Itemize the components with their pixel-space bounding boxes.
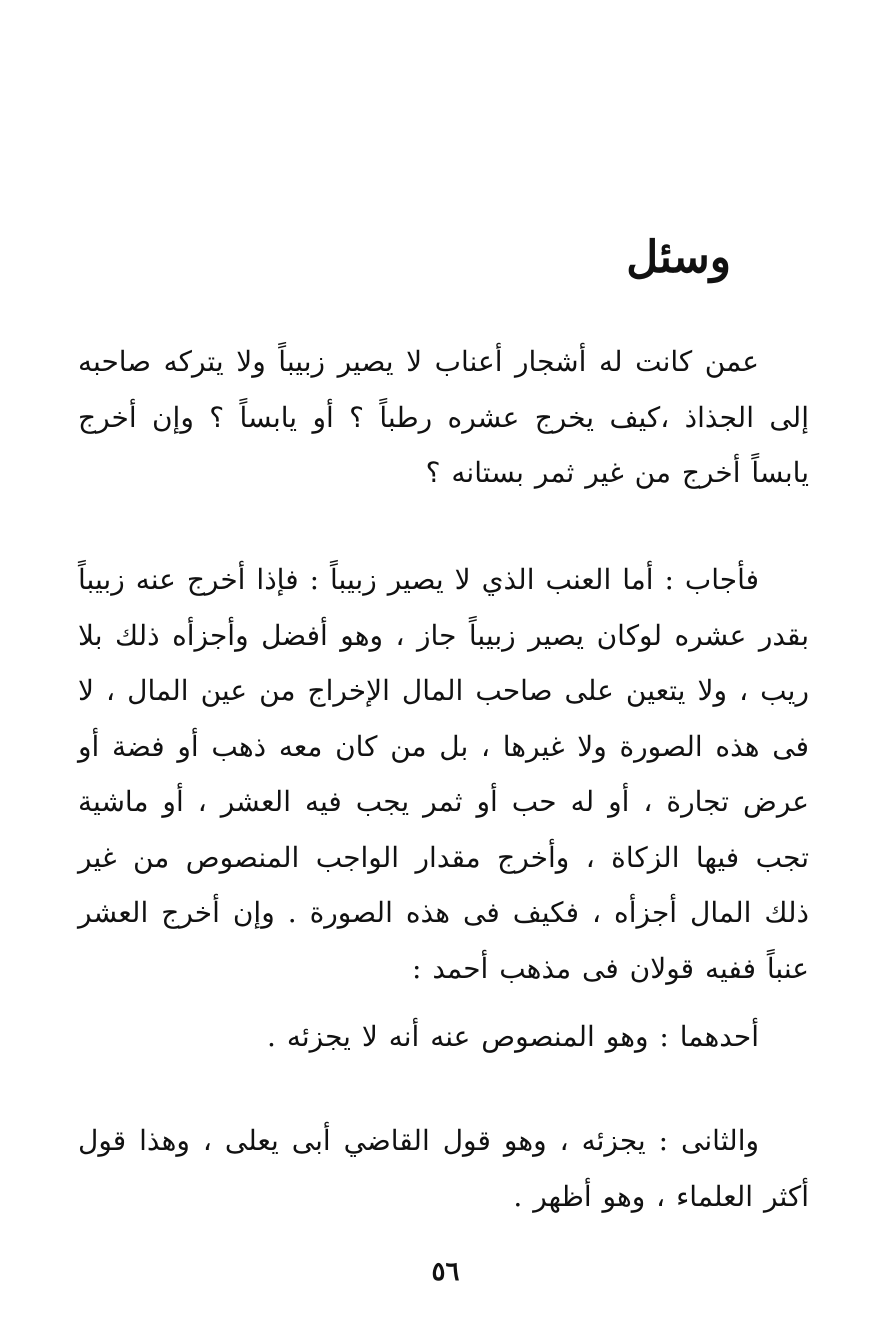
answer-paragraph: فأجاب : أما العنب الذي لا يصير زبيباً : فإذا أخرج عنه زبيباً بقدر عشره لوكان يصير زبيباً جاز ، وهو أفضل وأجزأه ذلك بلا ريب ، ولا يتعين على صاحب المال الإخراج من عين المال ، لا فى هذه الصورة ولا غيرها ، بل من كان معه ذهب أو فضة أو عرض تجارة ، أو له حب أو ثمر يجب فيه العشر ، أو ماشية تجب فيها الزكاة ، وأخرج مقدار الواجب المنصوص من غير ذلك المال أجزأه ، فكيف فى هذه الصورة . وإن أخرج العشر عنباً ففيه قولان فى مذهب أحمد :	[78, 563, 809, 985]
first-opinion-paragraph: أحدهما : وهو المنصوص عنه أنه لا يجزئه .	[267, 1020, 759, 1053]
question-paragraph: عمن كانت له أشجار أعناب لا يصير زبيباً ولا يتركه صاحبه إلى الجذاذ ،كيف يخرج عشره رطباً ؟ أو يابساً ؟ وإن أخرج يابساً أخرج من غير ثمر بستانه ؟	[78, 345, 809, 489]
page-number: ٥٦	[431, 1257, 460, 1287]
second-opinion-paragraph: والثانى : يجزئه ، وهو قول القاضي أبى يعلى ، وهذا قول أكثر العلماء ، وهو أظهر .	[78, 1124, 809, 1213]
section-heading: وسئل	[626, 232, 731, 283]
